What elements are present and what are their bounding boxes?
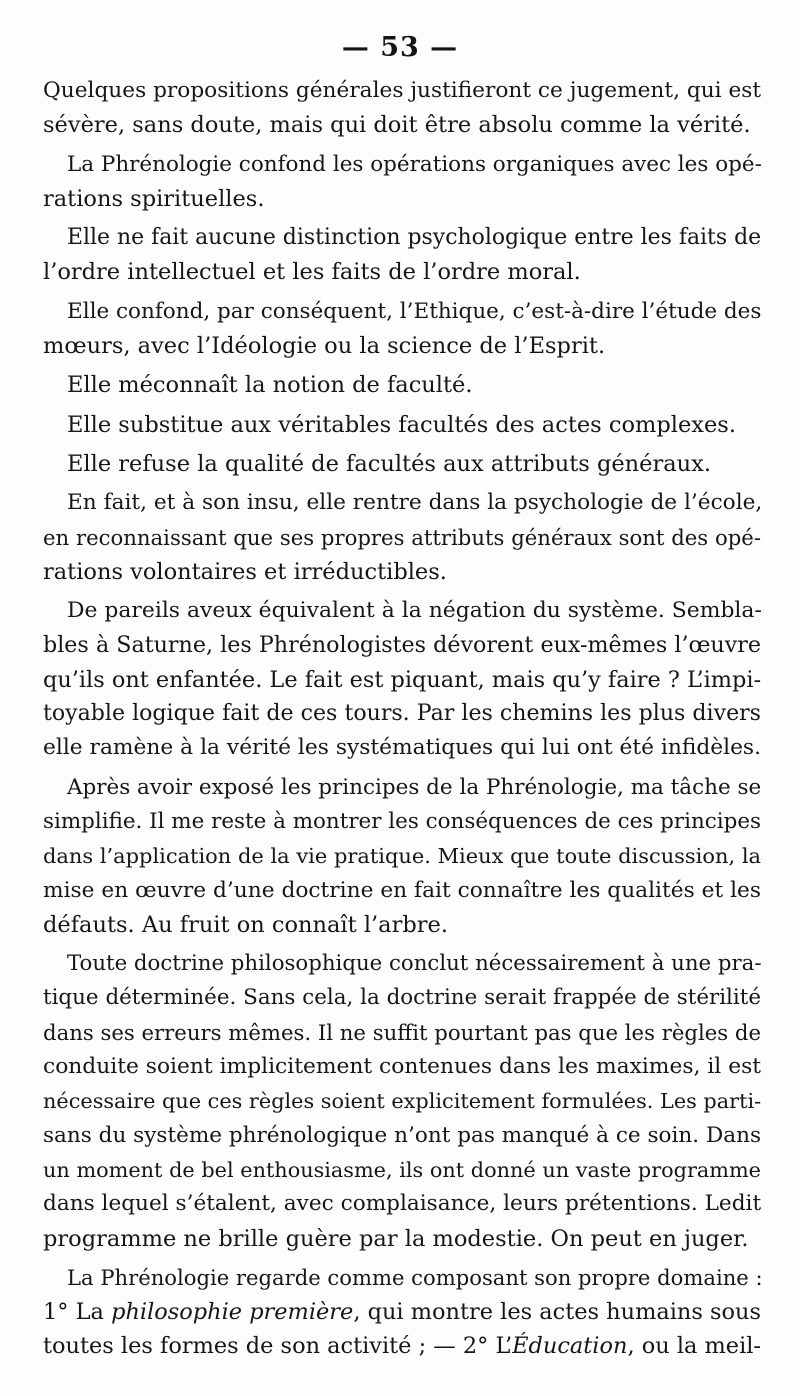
text-line-10: Elle substitue aux véritables facultés des actes complexes. xyxy=(67,411,736,438)
text-line-15: De pareils aveux équivalent à la négation du système. Sembla- xyxy=(67,598,762,624)
text-line-8: mœurs, avec l’Idéologie ou la science de l’Esprit. xyxy=(43,333,606,360)
text-line-17: qu’ils ont enfantée. Le fait est piquant, mais qu’y faire ? L’impi- xyxy=(43,666,762,693)
text-line-16: bles à Saturne, les Phrénologistes dévorent eux-mêmes l’œuvre xyxy=(43,632,761,659)
text-line-34: La Phrénologie regarde comme composant son propre domaine : xyxy=(67,1264,763,1290)
text-line-26: tique déterminée. Sans cela, la doctrine serait frappée de stérilité xyxy=(43,985,761,1011)
text-lines xyxy=(43,74,761,1295)
text-line-31: un moment de bel enthousiasme, ils ont donné un vaste programme xyxy=(43,1157,761,1182)
text-line-35 xyxy=(43,1295,761,1329)
text-line-35-start: 1° La xyxy=(43,1299,112,1326)
text-line-24: défauts. Au fruit on connaît l’arbre. xyxy=(43,911,448,938)
text-line-36-end: , ou la meil- xyxy=(627,1333,761,1360)
text-line-5: Elle ne fait aucune distinction psychologique entre les faits de xyxy=(67,225,762,251)
text-line-14: rations volontaires et irréductibles. xyxy=(43,558,447,585)
text-line-25: Toute doctrine philosophique conclut nécessairement à une pra- xyxy=(67,951,762,977)
text-line-6: l’ordre intellectuel et les faits de l’ordre moral. xyxy=(43,259,581,286)
text-line-11: Elle refuse la qualité de facultés aux attributs généraux. xyxy=(67,450,711,477)
text-line-13: en reconnaissant que ses propres attributs généraux sont des opé- xyxy=(43,524,761,550)
page-text xyxy=(43,74,761,1364)
text-line-30: sans du système phrénologique n’ont pas manqué à ce soin. Dans xyxy=(43,1122,761,1148)
text-line-27: dans ses erreurs mêmes. Il ne suffit pourtant pas que les règles de xyxy=(43,1019,761,1045)
text-line-7: Elle confond, par conséquent, l’Ethique, c’est-à-dire l’étude des xyxy=(67,298,762,324)
text-line-22: dans l’application de la vie pratique. Mieux que toute discussion, la xyxy=(43,844,761,869)
text-line-3: La Phrénologie confond les opérations organiques avec les opé- xyxy=(67,151,762,177)
text-line-35-italic: philosophie première xyxy=(111,1299,354,1326)
text-line-9: Elle méconnaît la notion de faculté. xyxy=(67,372,473,399)
text-line-33: programme ne brille guère par la modestie. On peut en juger. xyxy=(43,1225,749,1252)
text-line-28: conduite soient implicitement contenues dans les maximes, il est xyxy=(43,1054,761,1080)
text-line-36 xyxy=(43,1329,761,1363)
text-line-21: simplifie. Il me reste à montrer les conséquences de ces principes xyxy=(43,808,761,834)
text-line-29: nécessaire que ces règles soient explicitement formulées. Les parti- xyxy=(43,1089,762,1114)
text-line-12: En fait, et à son insu, elle rentre dans la psychologie de l’école, xyxy=(67,490,763,516)
text-line-19: elle ramène à la vérité les systématiques qui lui ont été infidèles. xyxy=(43,735,761,761)
text-line-35-end: , qui montre les actes humains sous xyxy=(353,1299,762,1326)
text-line-18: toyable logique fait de ces tours. Par les chemins les plus divers xyxy=(43,701,761,727)
text-line-2: sévère, sans doute, mais qui doit être absolu comme la vérité. xyxy=(43,112,751,139)
page-number: — 53 — xyxy=(341,32,459,63)
text-line-20: Après avoir exposé les principes de la Phrénologie, ma tâche se xyxy=(67,774,762,800)
text-line-1: Quelques propositions générales justifieront ce jugement, qui est xyxy=(43,78,762,103)
text-line-4: rations spirituelles. xyxy=(43,185,265,212)
text-line-23: mise en œuvre d’une doctrine en fait connaître les qualités et les xyxy=(43,877,761,903)
text-line-32: dans lequel s’étalent, avec complaisance, leurs prétentions. Ledit xyxy=(43,1191,762,1217)
text-line-36-start: toutes les formes de son activité ; — 2° L’ xyxy=(43,1333,513,1360)
text-line-36-italic: Éducation xyxy=(512,1333,628,1360)
